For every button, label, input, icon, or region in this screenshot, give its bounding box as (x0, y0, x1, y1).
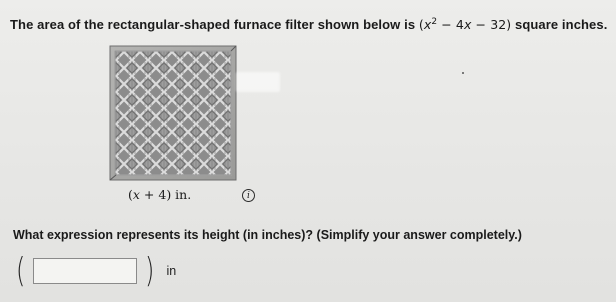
expr-open: ( (418, 17, 424, 33)
area-expression (419, 17, 511, 32)
expr-var-2: x (463, 17, 472, 33)
width-label-open: ( (128, 187, 133, 202)
screen-glare (236, 72, 280, 92)
height-answer-input[interactable] (33, 258, 137, 284)
height-question: What expression represents its height (in inches)? (Simplify your answer completely.) (13, 228, 522, 242)
width-label-rest: + 4) in. (139, 187, 192, 202)
question-prompt (10, 17, 607, 32)
expr-tail: − 32) (471, 17, 512, 33)
answer-unit: in (166, 264, 177, 278)
expr-var-1: x (423, 17, 432, 33)
close-paren: ) (145, 251, 155, 291)
expr-exponent: 2 (431, 17, 438, 27)
open-paren: ( (15, 251, 26, 291)
furnace-filter-illustration (108, 44, 240, 182)
screen-speck (462, 72, 464, 74)
prompt-prefix: The area of the rectangular-shaped furnace filter shown below is (10, 17, 419, 33)
furnace-filter-image (108, 44, 240, 182)
expr-rest: − 4 (437, 17, 464, 33)
info-icon[interactable]: i (242, 189, 255, 202)
width-label-var: x (132, 187, 140, 202)
prompt-suffix: square inches. (511, 17, 608, 33)
filter-width-label (128, 187, 191, 202)
answer-row (14, 252, 176, 290)
